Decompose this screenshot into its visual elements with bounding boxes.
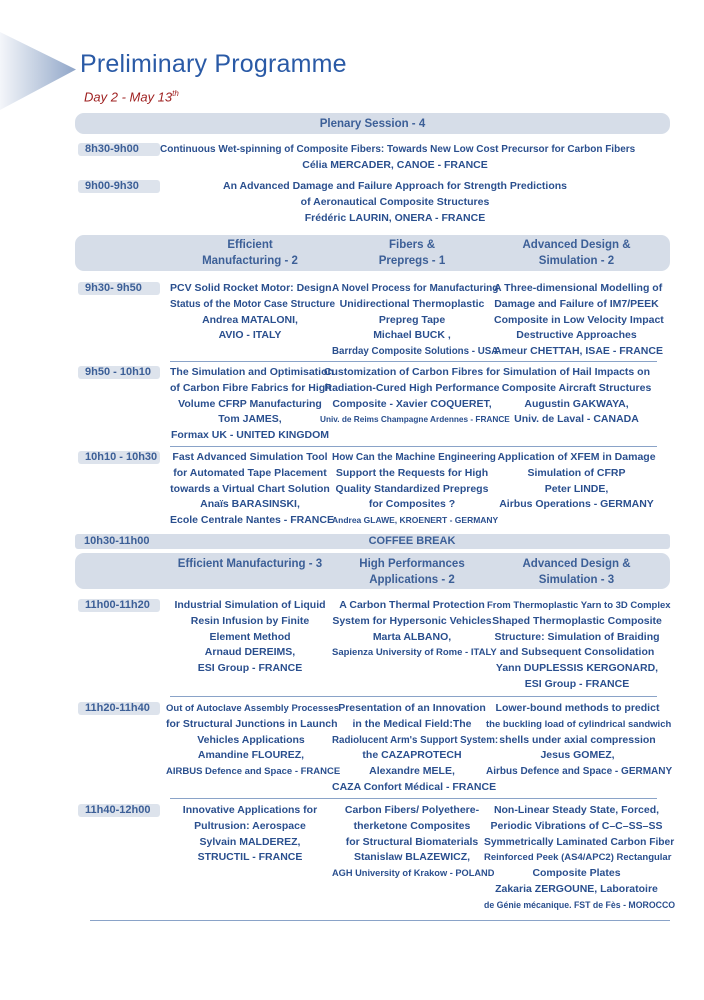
talk-cell: Carbon Fibers/ Polyethere- therketone Composites for Structural Biomaterials Stanislaw BLAZEWICZ, AGH University of Krakow - POLAND [332,804,495,879]
talk-cell: A Carbon Thermal Protection System for Hypersonic Vehicles Marta ALBANO, Sapienza University of Rome - ITALY [332,599,497,659]
talk-cell: A Novel Process for Manufacturing Unidirectional Thermoplastic Prepreg Tape Michael BUCK , Barrday Composite Solutions - USA [332,283,499,358]
session-header: Fibers & Prepregs - 1 [378,239,446,267]
talk-cell: Presentation of an Innovation in the Medical Field:The Radiolucent Arm's Support System: the CAZAPROTECH Alexandre MELE, CAZA Confort Médical - FRANCE [332,702,499,793]
session-header: Advanced Design & Simulation - 2 [522,239,631,267]
time-slot: 11h20-11h40 [78,702,160,715]
talk-cell: How Can the Machine Engineering Support the Requests for High Quality Standardized Prepregs for Composites ? Andrea GLAWE, KROENERT - GERMANY [332,452,499,526]
time-slot: 10h10 - 10h30 [78,451,160,464]
talk-cell: Lower-bound methods to predict the buckling load of cylindrical sandwich shells under axial compression Jesus GOMEZ, Airbus Defence and Space - GERMANY [486,702,673,778]
page-title: Preliminary Programme [80,50,347,78]
talk-cell: Non-Linear Steady State, Forced, Periodic Vibrations of C–C–SS–SS Symmetrically Laminated Carbon Fiber Reinforced Peek (AS4/APC2) Rectangular Composite Plates Zakaria ZERGOUNE, Laboratoire de Génie mécanique. FST de Fès - MOROCCO [484,804,676,910]
table-bottom-rule [90,920,670,921]
session-header: Efficient Manufacturing - 2 [202,239,298,267]
session-header: Advanced Design & Simulation - 3 [522,558,631,586]
arrow-decoration [0,32,76,110]
time-slot: 9h30- 9h50 [78,282,160,295]
talk-cell: A Three-dimensional Modelling of Damage and Failure of IM7/PEEK Composite in Low Velocity Impact Destructive Approaches Ameur CHETTAH, ISAE - FRANCE [494,282,664,358]
talk-cell: From Thermoplastic Yarn to 3D Complex Shaped Thermoplastic Composite Structure: Simulation of Braiding and Subsequent Consolidation Yann DUPLESSIS KERGONARD, ESI Group - FRANCE [487,600,671,690]
session-header: High Performances Applications - 2 [359,558,465,586]
coffee-break-label: COFFEE BREAK [368,535,456,547]
talk-cell: Customization of Carbon Fibres for Radiation-Cured High Performance Composite - Xavier COQUERET, Univ. de Reims Champagne Ardennes - FRANCE [320,366,510,425]
time-slot: 9h00-9h30 [78,180,160,193]
time-slot: 9h50 - 10h10 [78,366,160,379]
time-slot: 11h40-12h00 [78,804,160,817]
day-label: Day 2 - May 13th [84,89,179,105]
plenary-talk: Continuous Wet-spinning of Composite Fibers: Towards New Low Cost Precursor for Carbon Fibers Célia MERCADER, CANOE - FRANCE [160,144,636,171]
talk-cell: Fast Advanced Simulation Tool for Automated Tape Placement towards a Virtual Chart Solution Anaïs BARASINSKI, Ecole Centrale Nantes - FRANCE [170,451,334,527]
row-divider [170,696,657,697]
session-header: Efficient Manufacturing - 3 [177,558,323,570]
time-slot: 8h30-9h00 [78,143,160,156]
row-divider [170,361,657,362]
plenary-title: Plenary Session - 4 [319,118,426,130]
talk-cell: The Simulation and Optimisation of Carbon Fibre Fabrics for High Volume CFRP Manufacturing Tom JAMES, Formax UK - UNITED KINGDOM [170,366,334,442]
talk-cell: Out of Autoclave Assembly Processes for Structural Junctions in Launch Vehicles Applications Amandine FLOUREZ, AIRBUS Defence and Space - FRANCE [166,703,341,778]
talk-cell: Innovative Applications for Pultrusion: Aerospace Sylvain MALDEREZ, STRUCTIL - FRANCE [182,804,318,864]
row-divider [170,798,657,799]
plenary-talk: An Advanced Damage and Failure Approach for Strength Predictions of Aeronautical Composite Structures Frédéric LAURIN, ONERA - FRANCE [222,180,568,224]
time-slot: 11h00-11h20 [78,599,160,612]
talk-cell: Industrial Simulation of Liquid Resin Infusion by Finite Element Method Arnaud DEREIMS, ESI Group - FRANCE [174,599,326,675]
talk-cell: Simulation of Hail Impacts on Composite Aircraft Structures Augustin GAKWAYA, Univ. de Laval - CANADA [501,366,652,426]
row-divider [170,446,657,447]
coffee-time: 10h30-11h00 [84,535,150,547]
talk-cell: Application of XFEM in Damage Simulation of CFRP Peter LINDE, Airbus Operations - GERMANY [497,451,656,511]
talk-cell: PCV Solid Rocket Motor: Design Status of the Motor Case Structure Andrea MATALONI, AVIO - ITALY [170,282,336,342]
